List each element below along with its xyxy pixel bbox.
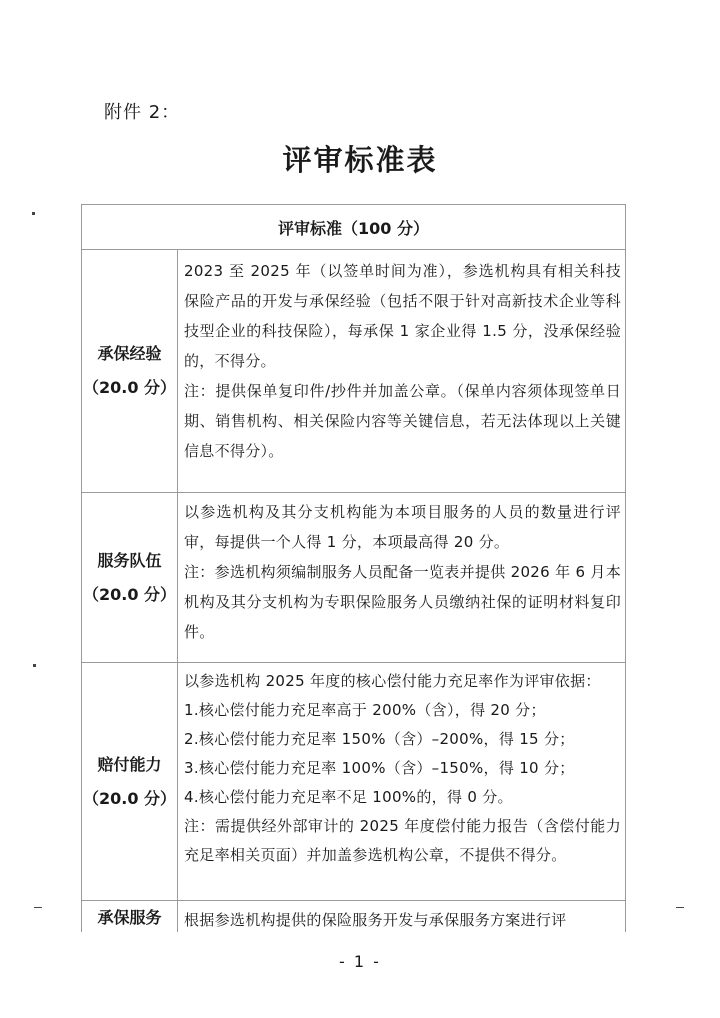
category-name: 承保服务 [97, 908, 162, 927]
table-header: 评审标准（100 分） [82, 205, 625, 250]
table-row [82, 663, 625, 901]
page-number: - 1 - [339, 952, 381, 971]
table-row [82, 250, 625, 493]
attachment-label: 附件 2： [104, 102, 181, 123]
row-description-cell [178, 493, 625, 662]
criteria-item: 3.核心偿付能力充足率 100%（含）–150%，得 10 分； [184, 759, 575, 777]
description-paragraph: 以参选机构及其分支机构能为本项目服务的人员的数量进行评审，每提供一个人得 1 分，本项最高得 20 分。 [184, 503, 621, 551]
category-score: （20.0 分） [82, 788, 177, 808]
row-category-cell [82, 901, 178, 932]
category-score: （20.0 分） [82, 584, 177, 604]
row-category-cell [82, 493, 178, 662]
category-score: （20.0 分） [82, 378, 177, 397]
scan-mark [676, 907, 684, 908]
scan-mark [33, 664, 36, 667]
note-paragraph: 注：提供保单复印件/抄件并加盖公章。（保单内容须体现签单日期、销售机构、相关保险内容等关键信息，若无法体现以上关键信息不得分）。 [184, 382, 621, 460]
scan-mark [34, 907, 42, 908]
description-paragraph: 根据参选机构提供的保险服务开发与承保服务方案进行评 [184, 911, 567, 929]
table-row [82, 493, 625, 663]
table-row [82, 901, 625, 932]
criteria-item: 1.核心偿付能力充足率高于 200%（含），得 20 分； [184, 701, 546, 719]
scan-mark [32, 212, 35, 215]
category-name: 承保经验 [97, 344, 162, 363]
criteria-item: 2.核心偿付能力充足率 150%（含）–200%，得 15 分； [184, 730, 575, 748]
row-category-cell [82, 663, 178, 900]
description-paragraph: 2023 至 2025 年（以签单时间为准），参选机构具有相关科技保险产品的开发与承保经验（包括不限于针对高新技术企业等科技型企业的科技保险），每承保 1 家企业得 1.5 分，没承保经验的，不得分。 [184, 262, 621, 370]
row-category-cell [82, 250, 178, 492]
note-paragraph: 注：参选机构须编制服务人员配备一览表并提供 2026 年 6 月本机构及其分支机构为专职保险服务人员缴纳社保的证明材料复印件。 [184, 563, 621, 641]
criteria-table [81, 204, 626, 932]
row-description-cell [178, 250, 625, 492]
description-paragraph: 以参选机构 2025 年度的核心偿付能力充足率作为评审依据： [184, 672, 601, 690]
criteria-item: 4.核心偿付能力充足率不足 100%的，得 0 分。 [184, 788, 513, 806]
row-description-cell [178, 663, 625, 900]
category-name: 服务队伍 [97, 550, 162, 570]
document-title: 评审标准表 [282, 143, 438, 177]
note-paragraph: 注：需提供经外部审计的 2025 年度偿付能力报告（含偿付能力充足率相关页面）并加盖参选机构公章，不提供不得分。 [184, 817, 621, 864]
row-description-cell [178, 901, 625, 932]
category-name: 赔付能力 [97, 754, 162, 774]
